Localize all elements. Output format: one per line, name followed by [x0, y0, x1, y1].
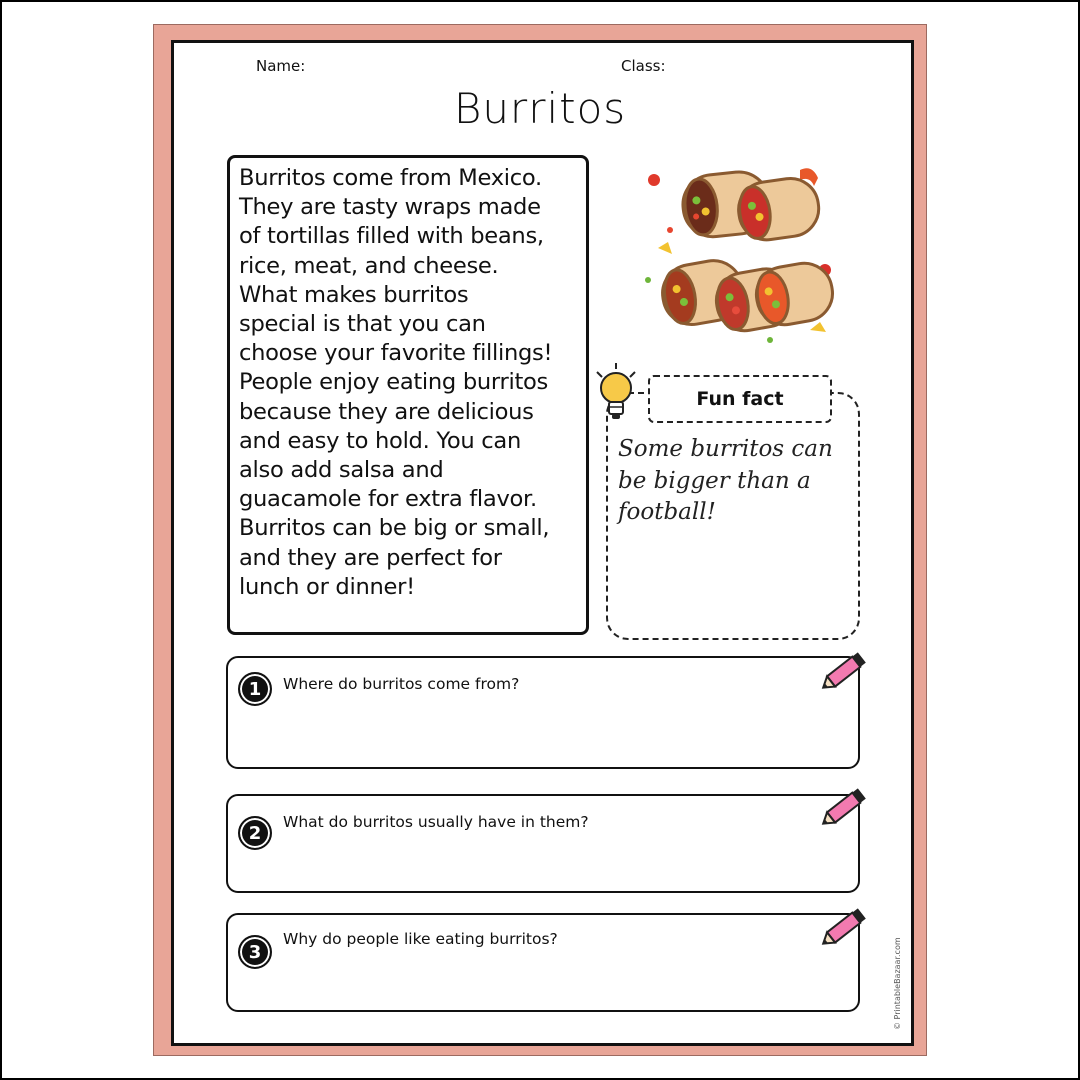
pencil-icon: [818, 648, 870, 696]
fun-fact-label: Fun fact: [648, 375, 832, 423]
burritos-illustration: [640, 160, 840, 350]
question-3-text: Why do people like eating burritos?: [283, 930, 558, 948]
question-2-number: 2: [238, 816, 272, 850]
question-2-answer-box[interactable]: [226, 794, 860, 893]
passage-text: Burritos come from Mexico. They are tasty wraps made of tortillas filled with beans, rice, meat, and cheese. What makes burritos special is that you can choose your favorite fillings! People enjoy eating burritos because they are delicious and easy to hold. You can also add salsa and guacamole for extra flavor. Burritos can be big or small, and they are perfect for lunch or dinner!: [239, 165, 553, 600]
question-3-number: 3: [238, 935, 272, 969]
class-label: Class:: [621, 57, 666, 75]
name-label: Name:: [256, 57, 306, 75]
page-title: Burritos: [453, 84, 627, 133]
fun-fact-text: Some burritos can be bigger than a football!: [618, 436, 833, 525]
question-2-text: What do burritos usually have in them?: [283, 813, 589, 831]
pencil-icon: [818, 904, 870, 952]
question-1-answer-box[interactable]: [226, 656, 860, 769]
pencil-icon: [818, 784, 870, 832]
credit-text: © PrintableBazaar.com: [893, 937, 902, 1030]
question-1-text: Where do burritos come from?: [283, 675, 520, 693]
question-3-answer-box[interactable]: [226, 913, 860, 1012]
reading-passage: [227, 155, 589, 635]
question-1-number: 1: [238, 672, 272, 706]
lightbulb-icon: [592, 362, 642, 424]
